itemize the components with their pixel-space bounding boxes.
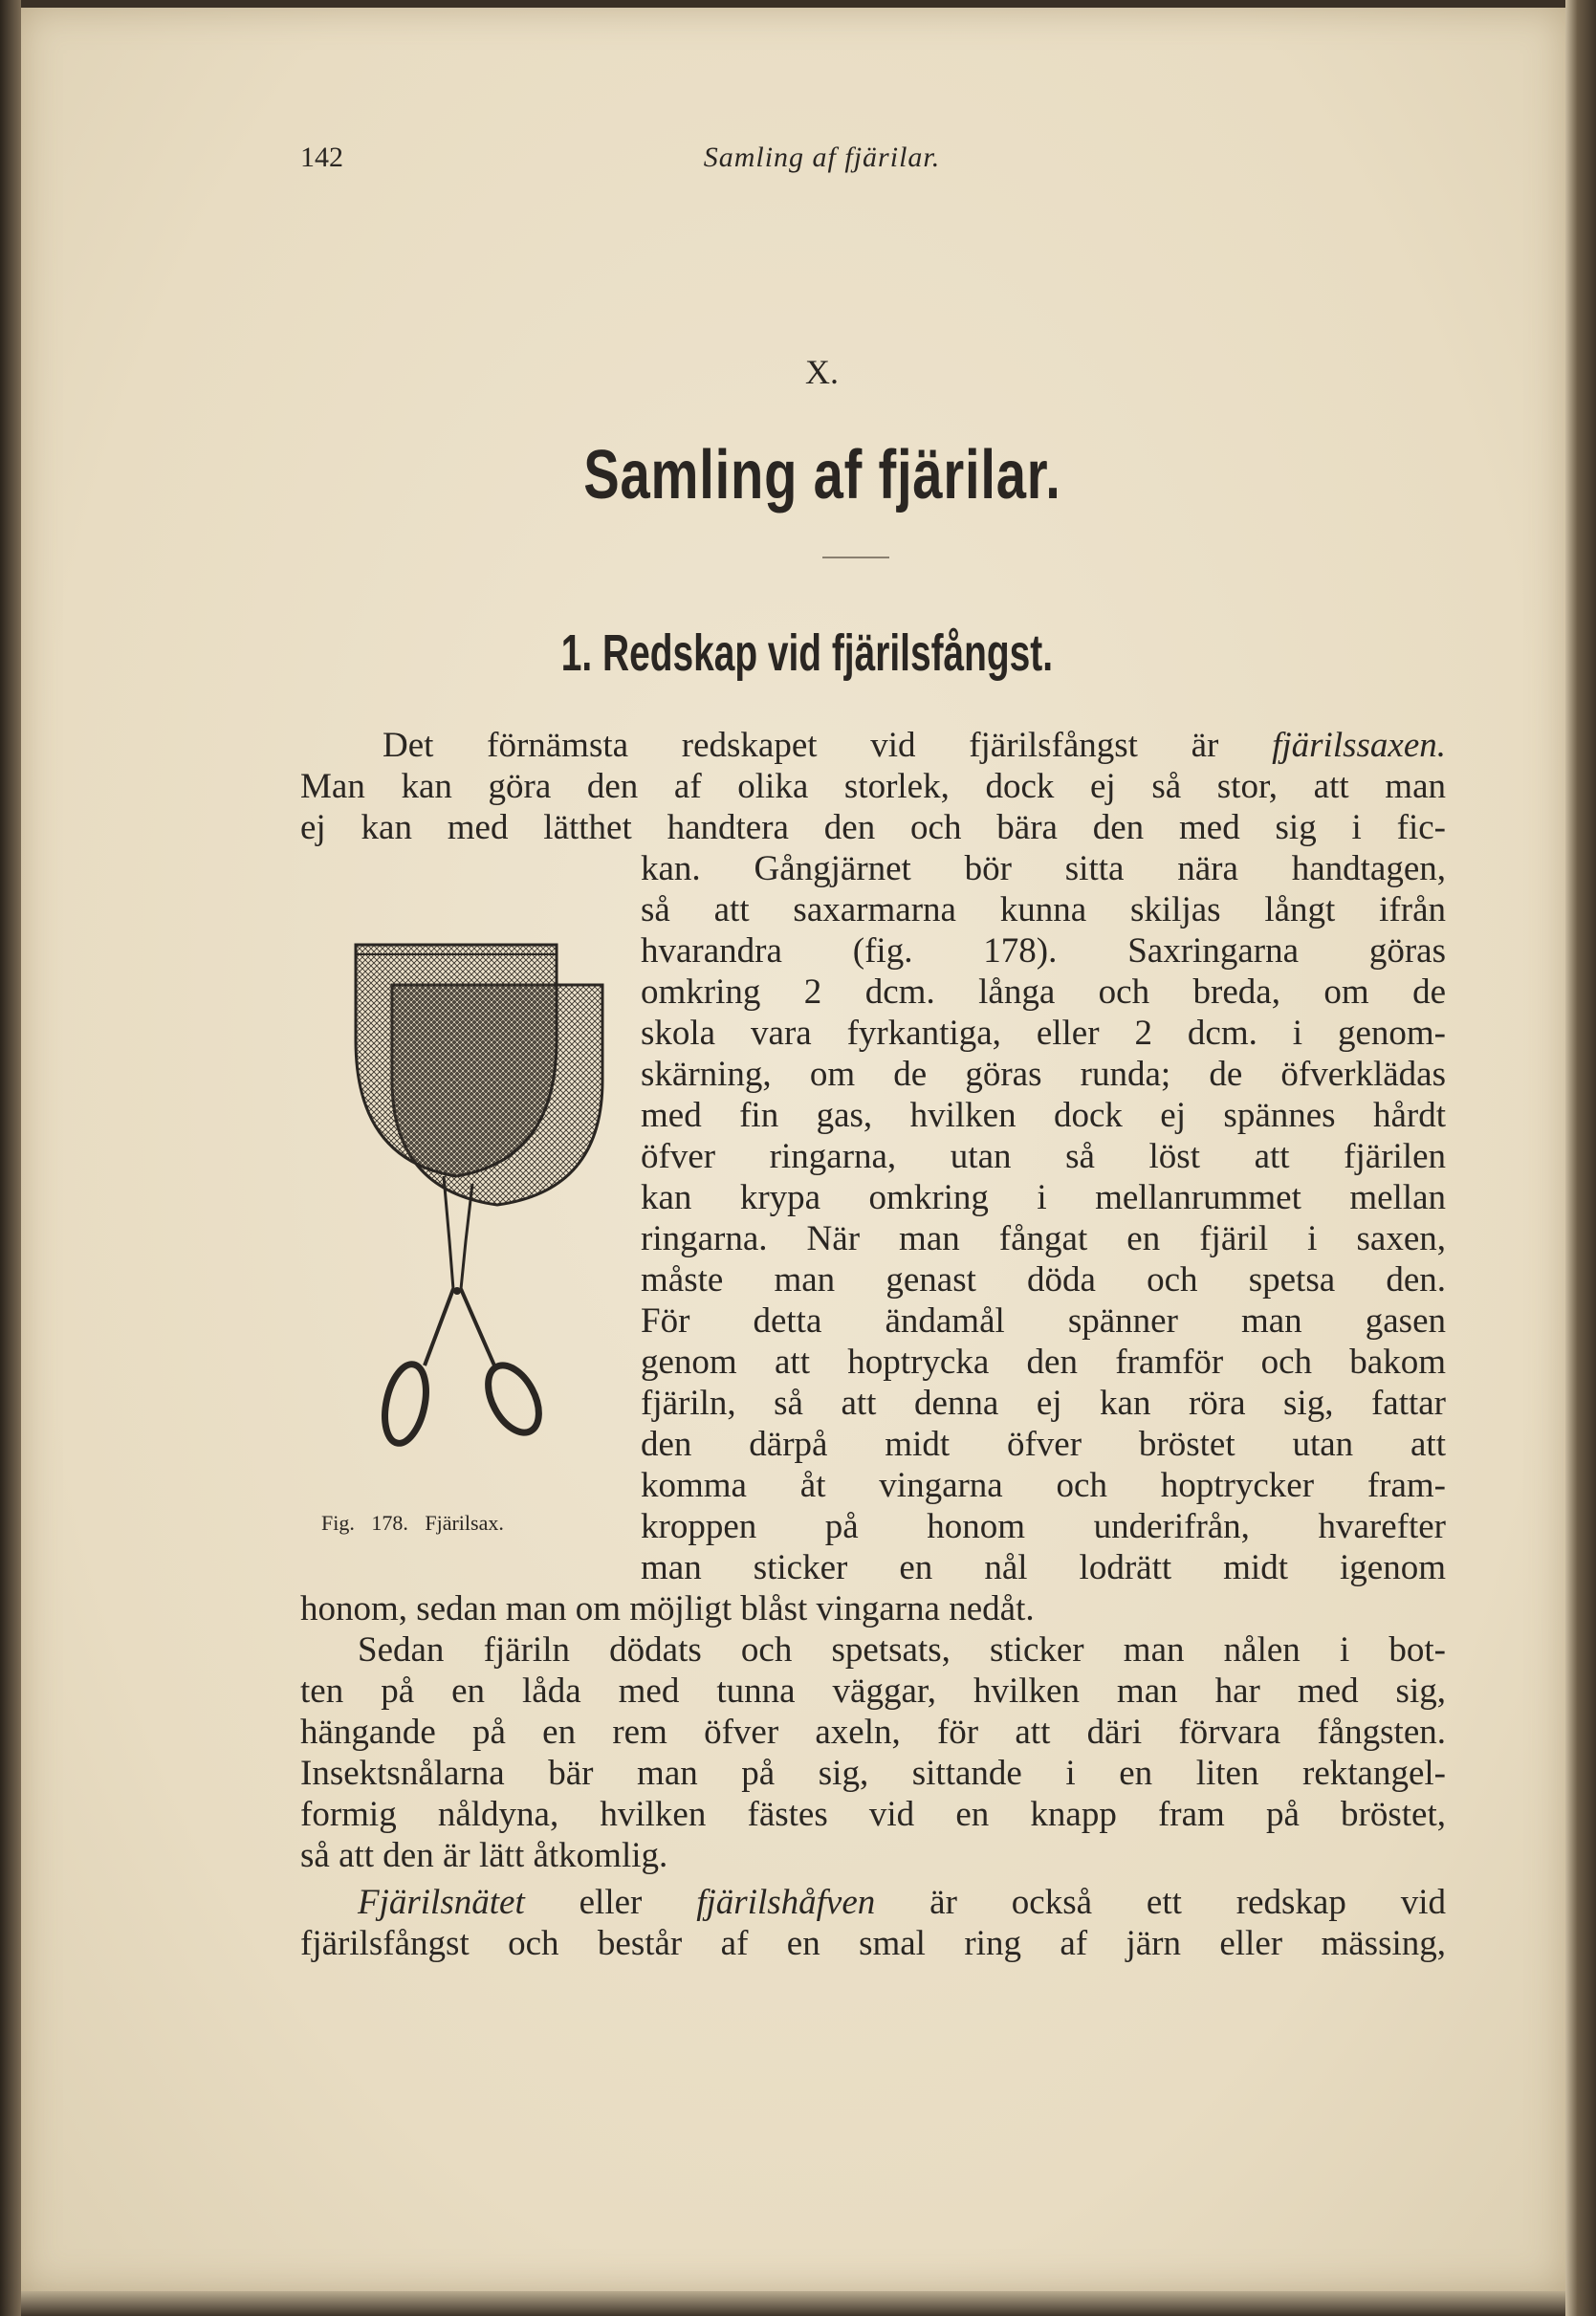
text-line: ej kan med lätthet handtera den och bära den med sig i fic- [300,808,1446,847]
text-line: Sedan fjäriln dödats och spetsats, sticker man nålen i bot- [358,1630,1446,1670]
running-header [21,142,1565,189]
chapter-number: X. [805,353,839,391]
text-line: hvarandra (fig. 178). Saxringarna göras [641,931,1446,971]
title-rule [822,557,889,558]
figure-caption: Fig. 178. Fjärilsax. [321,1511,504,1535]
text-line: Fjärilsnätet eller fjärilshåfven är också ett redskap vid [358,1883,1446,1922]
text-line: skärning, om de göras runda; de öfverklädas [641,1055,1446,1094]
text-line: måste man genast döda och spetsa den. [641,1260,1446,1300]
chapter-title: Samling af fjärilar. [583,437,1061,513]
text-line: genom att hoptrycka den framför och bakom [641,1343,1446,1382]
text-line: ringarna. När man fångat en fjäril i saxen, [641,1219,1446,1258]
page-edge-right [1565,0,1596,2316]
page-edge-bottom [21,2291,1565,2316]
text-line: kan krypa omkring i mellanrummet mellan [641,1178,1446,1217]
running-title: Samling af fjärilar. [703,142,941,173]
text-line: man sticker en nål lodrätt midt igenom [641,1548,1446,1587]
text-line: honom, sedan man om möjligt blåst vingarna nedåt. [300,1589,1035,1628]
text-line: fjärilsfångst och består af en smal ring af järn eller mässing, [300,1924,1446,1963]
butterfly-scissors-illustration [337,926,623,1480]
text-line: ten på en låda med tunna väggar, hvilken man har med sig, [300,1671,1446,1711]
text-line: kroppen på honom underifrån, hvarefter [641,1507,1446,1546]
text-line: omkring 2 dcm. långa och breda, om de [641,972,1446,1012]
text-line: komma åt vingarna och hoptrycker fram- [641,1466,1446,1505]
text-line: hängande på en rem öfver axeln, för att däri förvara fångsten. [300,1713,1446,1752]
text-line: formig nåldyna, hvilken fästes vid en knapp fram på bröstet, [300,1795,1446,1834]
book-page [21,8,1565,2291]
text-line: Man kan göra den af olika storlek, dock ej så stor, att man [300,767,1446,806]
text-line: öfver ringarna, utan så löst att fjärilen [641,1137,1446,1176]
text-line: Insektsnålarna bär man på sig, sittande i en liten rektangel- [300,1754,1446,1793]
text-line: så att den är lätt åtkomlig. [300,1836,668,1875]
text-line: så att saxarmarna kunna skiljas långt ifrån [641,890,1446,929]
text-line: skola vara fyrkantiga, eller 2 dcm. i genom- [641,1014,1446,1053]
text-line: För detta ändamål spänner man gasen [641,1301,1446,1341]
section-heading: 1. Redskap vid fjärilsfångst. [560,624,1054,682]
text-line: den därpå midt öfver bröstet utan att [641,1425,1446,1464]
text-line: kan. Gångjärnet bör sitta nära handtagen, [641,849,1446,888]
page-number: 142 [300,142,343,173]
text-line: fjäriln, så att denna ej kan röra sig, fattar [641,1384,1446,1423]
text-line: Det förnämsta redskapet vid fjärilsfångst är fjärilssaxen. [383,726,1446,765]
book-spine-shadow [0,0,21,2316]
text-line: med fin gas, hvilken dock ej spännes hårdt [641,1096,1446,1135]
